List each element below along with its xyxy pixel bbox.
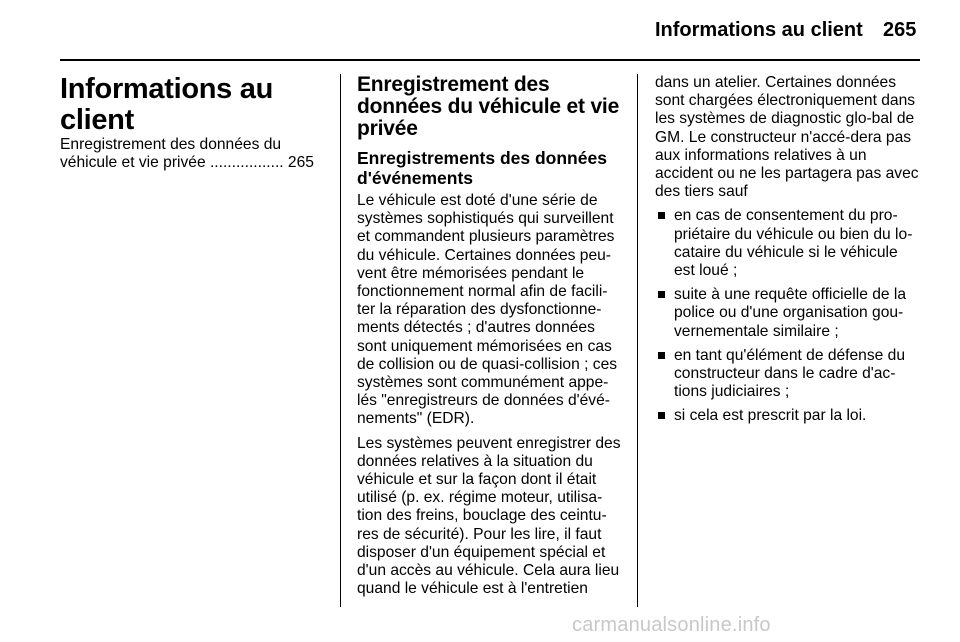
list-item-text: en tant qu'élément de défense du constructeur dans le cadre d'ac‐tions judiciaires ; xyxy=(674,346,905,401)
watermark: carmanualsonline.info xyxy=(572,614,771,636)
column-divider-2 xyxy=(637,74,638,607)
list-item xyxy=(655,207,921,280)
bullet-square-icon xyxy=(658,352,665,359)
body-paragraph: Les systèmes peuvent enregistrer des données relatives à la situation du véhicule et sur la façon dont il était utilisé (p. ex. régime moteur, utilisa‐tion des freins, bouclage des ceintu‐res de sécurité). Pour les lire, il faut disposer d'un équipement spécial et d'un accès au véhicule. Cela aura lieu quand le véhicule est à l'entretien xyxy=(357,434,621,598)
page-number: 265 xyxy=(883,19,917,41)
body-paragraph: dans un atelier. Certaines données sont chargées électroniquement dans les systèmes de diagnostic glo‐bal de GM. Le constructeur n'accé‐dera pas aux informations relatives à un accident ou ne les partagera pas avec des tiers sauf xyxy=(655,74,919,201)
column-divider-1 xyxy=(340,74,341,607)
column-right xyxy=(655,74,921,432)
column-left xyxy=(60,74,322,178)
body-paragraph: Le véhicule est doté d'une série de systèmes sophistiqués qui surveillent et commandent plusieurs paramètres du véhicule. Certaines données peu‐vent être mémorisées pendant le fonctionnement normal afin de facili‐ter la réparation des dysfonctionne‐ments détectés ; d'autres données sont uniquement mémorisées en cas de collision ou de quasi-collision ; ces systèmes sont communément appe‐lés "enregistreurs de données d'évé‐nements" (EDR). xyxy=(357,192,618,428)
column-middle xyxy=(357,74,623,604)
chapter-title: Informations au client xyxy=(60,73,274,136)
list-item-text: suite à une requête officielle de la police ou d'une organisation gou‐vernementale similaire ; xyxy=(674,286,907,340)
bullet-square-icon xyxy=(658,212,665,219)
subsection-title: Enregistrements des données d'événements xyxy=(357,148,607,188)
bullet-square-icon xyxy=(658,412,665,419)
section-title: Enregistrement des données du véhicule et vie privée xyxy=(357,73,620,140)
header-rule xyxy=(60,59,920,61)
list-item-text: si cela est prescrit par la loi. xyxy=(674,407,867,425)
bullet-square-icon xyxy=(658,291,665,298)
bullet-list xyxy=(655,207,921,425)
list-item-text: en cas de consentement du pro‐priétaire du véhicule ou bien du lo‐cataire du véhicule si le véhicule est loué ; xyxy=(674,207,913,280)
running-header-title: Informations au client xyxy=(655,19,863,41)
list-item xyxy=(655,407,921,425)
list-item xyxy=(655,286,921,341)
toc-entry[interactable]: Enregistrement des données du véhicule et vie privée ................. 265 xyxy=(60,136,314,172)
list-item xyxy=(655,347,921,402)
